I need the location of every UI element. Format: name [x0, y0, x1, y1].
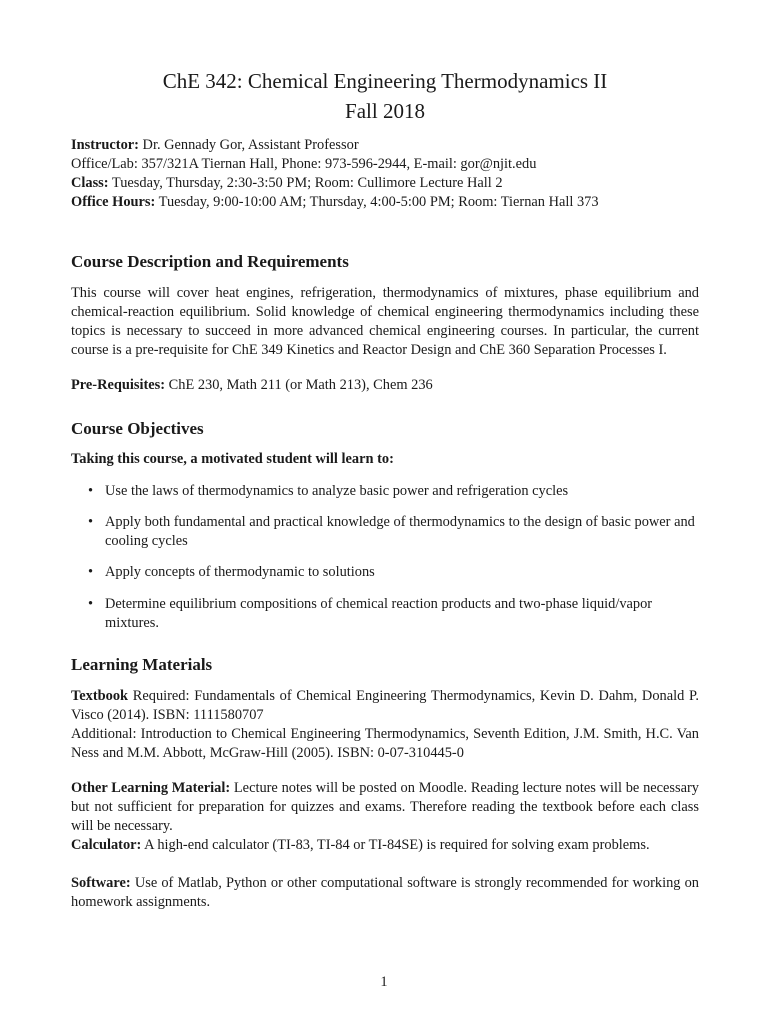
objectives-intro: [71, 450, 699, 469]
textbook-label: Textbook: [71, 688, 129, 704]
office-line: Office/Lab: 357/321A Tiernan Hall, Phone: 973-596-2944, E-mail: gor@njit.edu: [71, 156, 537, 172]
instructor-line: [71, 136, 699, 155]
prerequisites-value: ChE 230, Math 211 (or Math 213), Chem 236: [165, 377, 433, 393]
objective-text: Apply concepts of thermodynamic to solutions: [105, 564, 375, 580]
class-label: Class:: [71, 175, 109, 191]
objective-item: [88, 563, 699, 582]
objective-item: [88, 595, 699, 633]
objectives-heading: Course Objectives: [71, 419, 204, 438]
class-line: [71, 174, 699, 193]
course-term: Fall 2018: [345, 99, 425, 123]
bullet-icon: •: [88, 514, 94, 530]
software-line: [71, 874, 699, 912]
other-material-value: Lecture notes will be posted on Moodle. Reading lecture notes will be necessary but not sufficient for preparation for quizzes and exams. Therefore reading the textbook before each class will be necessary.: [71, 780, 699, 834]
description-heading: Course Description and Requirements: [71, 252, 349, 271]
bullet-icon: •: [88, 483, 94, 499]
instructor-value: Dr. Gennady Gor, Assistant Professor: [138, 137, 359, 153]
prerequisites-label: Pre-Requisites:: [71, 377, 166, 393]
objectives-intro-text: Taking this course, a motivated student will learn to:: [71, 451, 394, 467]
additional-textbook-line: Additional: Introduction to Chemical Engineering Thermodynamics, Seventh Edition, J.M. Smith, H.C. Van Ness and M.M. Abbott, McGraw-Hill (2005). ISBN: 0-07-310445-0: [71, 726, 699, 761]
objective-text: Use the laws of thermodynamics to analyze basic power and refrigeration cycles: [105, 483, 569, 499]
course-title: ChE 342: Chemical Engineering Thermodynamics II: [162, 69, 608, 93]
objective-item: [88, 513, 699, 551]
other-material-line: [71, 779, 699, 836]
materials-heading: Learning Materials: [71, 655, 213, 674]
calculator-value: A high-end calculator (TI-83, TI-84 or TI-84SE) is required for solving exam problems.: [141, 837, 650, 853]
description-body: This course will cover heat engines, refrigeration, thermodynamics of mixtures, phase equilibrium and chemical-reaction equilibrium. Solid knowledge of chemical engineering thermodynamics including these topics is necessary to succeed in more advanced chemical engineering courses. In particular, the current course is a pre-requisite for ChE 349 Kinetics and Reactor Design and ChE 360 Separation Processes I.: [71, 285, 699, 358]
software-label: Software:: [71, 875, 131, 891]
objective-text: Determine equilibrium compositions of chemical reaction products and two-phase liquid/vapor mixtures.: [105, 596, 653, 631]
class-value: Tuesday, Thursday, 2:30-3:50 PM; Room: Cullimore Lecture Hall 2: [108, 175, 503, 191]
textbook-line: [71, 687, 699, 725]
prerequisites-line: [71, 376, 699, 395]
instructor-label: Instructor:: [71, 137, 139, 153]
objective-text: Apply both fundamental and practical knowledge of thermodynamics to the design of basic power and cooling cycles: [105, 514, 695, 549]
office-hours-label: Office Hours:: [71, 194, 156, 210]
bullet-icon: •: [88, 596, 94, 612]
textbook-value: Required: Fundamentals of Chemical Engineering Thermodynamics, Kevin D. Dahm, Donald P. Visco (2014). ISBN: 1111580707: [71, 688, 699, 723]
bullet-icon: •: [88, 564, 94, 580]
page-number: 1: [380, 974, 388, 990]
calculator-line: [71, 836, 699, 855]
software-value: Use of Matlab, Python or other computational software is strongly recommended for working on homework assignments.: [71, 875, 699, 910]
calculator-label: Calculator:: [71, 837, 142, 853]
office-hours-value: Tuesday, 9:00-10:00 AM; Thursday, 4:00-5:00 PM; Room: Tiernan Hall 373: [155, 194, 599, 210]
other-material-label: Other Learning Material:: [71, 780, 231, 796]
objective-item: [88, 482, 699, 501]
course-info-block: [71, 136, 699, 212]
office-hours-line: [71, 193, 699, 212]
